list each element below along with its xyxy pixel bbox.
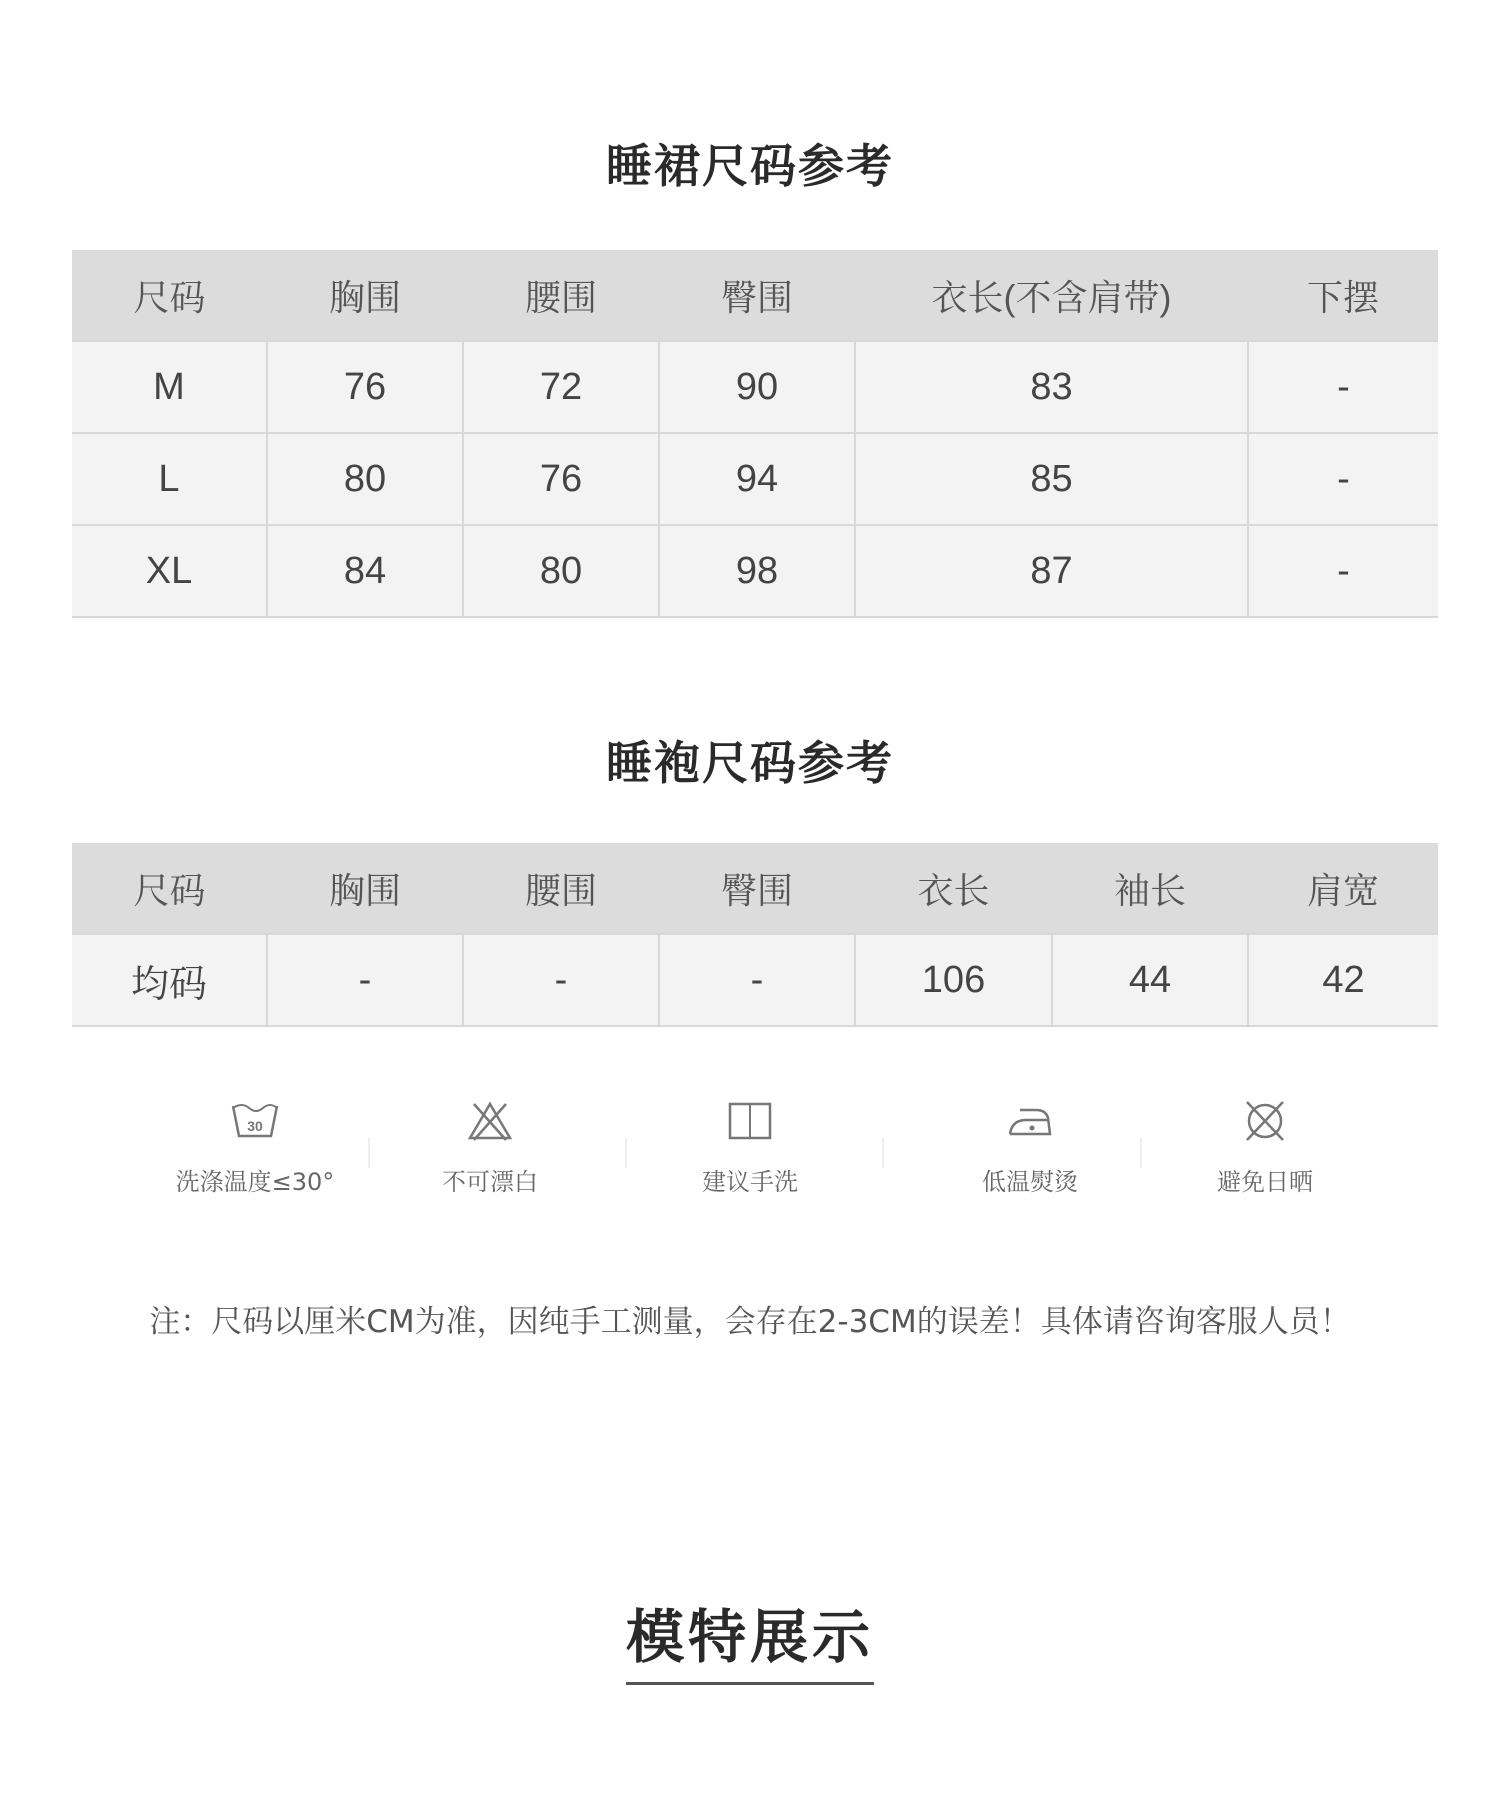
- header-hip: 臀围: [659, 250, 855, 341]
- cell-length: 87: [855, 525, 1248, 617]
- cell-waist: 72: [463, 341, 659, 433]
- nightdress-size-table: [72, 250, 1438, 618]
- care-divider: [625, 1138, 627, 1168]
- care-divider: [882, 1138, 884, 1168]
- table-header-row: [72, 250, 1438, 341]
- table-row: [72, 934, 1438, 1026]
- header-shoulder: 肩宽: [1248, 843, 1438, 934]
- no-sun-icon: [1239, 1100, 1291, 1142]
- model-section-heading: [0, 1590, 1500, 1685]
- cell-shoulder: 42: [1248, 934, 1438, 1026]
- robe-size-title: 睡袍尺码参考: [606, 736, 894, 790]
- model-title: 模特展示: [626, 1590, 874, 1685]
- header-length: 衣长: [855, 843, 1052, 934]
- cell-size: M: [72, 341, 267, 433]
- cell-size: 均码: [72, 934, 267, 1026]
- header-hip: 臀围: [659, 843, 855, 934]
- care-item-iron: [930, 1100, 1130, 1197]
- header-waist: 腰围: [463, 843, 659, 934]
- header-length: 衣长(不含肩带): [855, 250, 1248, 341]
- cell-size: L: [72, 433, 267, 525]
- cell-sleeve: 44: [1052, 934, 1248, 1026]
- svg-text:30: 30: [247, 1118, 263, 1134]
- cell-length: 83: [855, 341, 1248, 433]
- care-item-bleach: [390, 1100, 590, 1197]
- care-label: 避免日晒: [1217, 1168, 1313, 1196]
- cell-bust: 80: [267, 433, 463, 525]
- care-instructions: [130, 1100, 1370, 1220]
- cell-length: 106: [855, 934, 1052, 1026]
- header-bust: 胸围: [267, 250, 463, 341]
- cell-hip: -: [659, 934, 855, 1026]
- cell-length: 85: [855, 433, 1248, 525]
- header-hem: 下摆: [1248, 250, 1438, 341]
- cell-waist: -: [463, 934, 659, 1026]
- robe-size-table: [72, 843, 1438, 1027]
- header-sleeve: 袖长: [1052, 843, 1248, 934]
- cell-bust: 84: [267, 525, 463, 617]
- header-size: 尺码: [72, 250, 267, 341]
- no-bleach-icon: [464, 1100, 516, 1142]
- cell-hem: -: [1248, 433, 1438, 525]
- header-waist: 腰围: [463, 250, 659, 341]
- table-row: [72, 433, 1438, 525]
- care-divider: [368, 1138, 370, 1168]
- header-size: 尺码: [72, 843, 267, 934]
- care-item-wash: [155, 1100, 355, 1197]
- cell-bust: -: [267, 934, 463, 1026]
- care-divider: [1140, 1138, 1142, 1168]
- cell-hip: 90: [659, 341, 855, 433]
- table-row: [72, 341, 1438, 433]
- header-bust: 胸围: [267, 843, 463, 934]
- hand-wash-icon: [724, 1100, 776, 1142]
- care-label: 洗涤温度≤30°: [175, 1168, 335, 1196]
- care-item-sun: [1165, 1100, 1365, 1197]
- care-label: 低温熨烫: [982, 1168, 1078, 1196]
- cell-hem: -: [1248, 341, 1438, 433]
- wash-30-icon: [229, 1100, 281, 1142]
- cell-hem: -: [1248, 525, 1438, 617]
- nightdress-size-title: 睡裙尺码参考: [606, 139, 894, 193]
- cell-bust: 76: [267, 341, 463, 433]
- care-item-handwash: [650, 1100, 850, 1197]
- cell-hip: 98: [659, 525, 855, 617]
- measurement-note: 注：尺码以厘米CM为准，因纯手工测量，会存在2-3CM的误差！具体请咨询客服人员！: [149, 1304, 1351, 1340]
- cell-waist: 76: [463, 433, 659, 525]
- care-label: 建议手洗: [702, 1168, 798, 1196]
- care-label: 不可漂白: [442, 1168, 538, 1196]
- cell-waist: 80: [463, 525, 659, 617]
- cell-size: XL: [72, 525, 267, 617]
- table-row: [72, 525, 1438, 617]
- cell-hip: 94: [659, 433, 855, 525]
- table-header-row: [72, 843, 1438, 934]
- low-iron-icon: [1004, 1100, 1056, 1142]
